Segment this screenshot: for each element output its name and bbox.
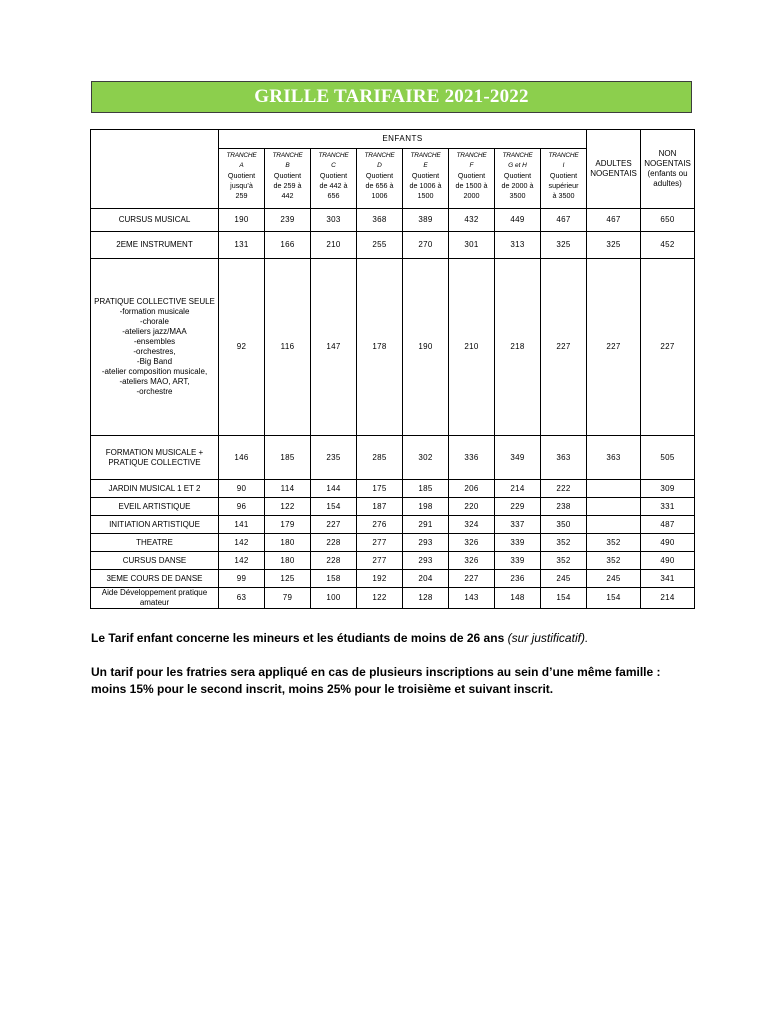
price-cell: 180: [265, 552, 311, 570]
row-label-line: INITIATION ARTISTIQUE: [109, 519, 200, 529]
price-cell: 192: [357, 570, 403, 588]
price-cell: 309: [641, 480, 695, 498]
tranche-quotient-line: Quotient: [503, 171, 532, 180]
tranche-header-d: [357, 149, 403, 209]
price-cell: 125: [265, 570, 311, 588]
table-row: [91, 552, 695, 570]
tranche-quotient-line: Quotient: [457, 171, 486, 180]
price-cell: 487: [641, 516, 695, 534]
price-cell: 325: [587, 232, 641, 259]
row-label-line: CURSUS MUSICAL: [118, 215, 191, 224]
price-cell: 293: [403, 552, 449, 570]
price-cell: 96: [219, 498, 265, 516]
price-cell: 467: [587, 209, 641, 232]
price-cell: 245: [541, 570, 587, 588]
price-cell: 220: [449, 498, 495, 516]
tranche-quotient-line: 1500: [417, 191, 434, 200]
table-row: [91, 259, 695, 436]
price-cell: 449: [495, 209, 541, 232]
tranche-quotient-line: Quotient: [549, 171, 578, 180]
tranche-name: TRANCHE: [502, 152, 533, 159]
non-nogentais-header-line: (enfants ou: [647, 169, 688, 178]
tranche-header-c: [311, 149, 357, 209]
tranche-quotient-line: 442: [281, 191, 294, 200]
row-label-line: amateur: [139, 598, 170, 607]
header-row-enfants: [91, 130, 695, 149]
non-nogentais-header-line: NOGENTAIS: [644, 159, 691, 168]
row-label: [91, 209, 219, 232]
price-cell: [587, 516, 641, 534]
table-row: [91, 516, 695, 534]
tranche-name: TRANCHE: [318, 152, 349, 159]
price-cell: 302: [403, 436, 449, 480]
price-cell: 210: [449, 259, 495, 436]
price-cell: [587, 480, 641, 498]
row-label-line: -orchestres,: [133, 347, 176, 356]
price-cell: 92: [219, 259, 265, 436]
price-cell: 303: [311, 209, 357, 232]
tranche-letter: I: [562, 162, 565, 169]
tranche-letter: A: [239, 162, 244, 169]
tranche-name: TRANCHE: [410, 152, 441, 159]
price-cell: 227: [541, 259, 587, 436]
price-cell: 341: [641, 570, 695, 588]
adultes-header-line: NOGENTAIS: [590, 169, 637, 178]
table-row: [91, 588, 695, 609]
price-cell: 122: [357, 588, 403, 609]
price-cell: 158: [311, 570, 357, 588]
row-label-line: EVEIL ARTISTIQUE: [118, 501, 191, 511]
row-label-line: -Big Band: [136, 357, 173, 366]
price-cell: 505: [641, 436, 695, 480]
tariff-table: [90, 129, 695, 609]
tranche-quotient-line: 2000: [463, 191, 480, 200]
non-nogentais-header-line: adultes): [653, 179, 682, 188]
tranche-quotient-line: 656: [327, 191, 340, 200]
price-cell: 148: [495, 588, 541, 609]
tranche-letter: G et H: [508, 162, 527, 169]
non-nogentais-header: [641, 130, 695, 209]
empty-corner-cell: [91, 130, 219, 209]
tranche-quotient-line: de 442 à: [319, 181, 348, 190]
tranche-header-f: [449, 149, 495, 209]
price-cell: 218: [495, 259, 541, 436]
price-cell: 326: [449, 552, 495, 570]
price-cell: 229: [495, 498, 541, 516]
row-label: [91, 480, 219, 498]
price-cell: 432: [449, 209, 495, 232]
price-cell: 339: [495, 552, 541, 570]
tranche-quotient-line: Quotient: [227, 171, 256, 180]
page-title: GRILLE TARIFAIRE 2021-2022: [254, 86, 529, 107]
row-label-line: -chorale: [140, 317, 169, 326]
enfants-header: ENFANTS: [219, 130, 587, 149]
price-cell: 245: [587, 570, 641, 588]
row-label-line: -ateliers MAO, ART,: [119, 377, 190, 386]
price-cell: 650: [641, 209, 695, 232]
price-cell: 90: [219, 480, 265, 498]
table-row: [91, 498, 695, 516]
price-cell: 255: [357, 232, 403, 259]
tranche-quotient-line: Quotient: [411, 171, 440, 180]
tranche-quotient-line: de 2000 à: [501, 181, 534, 190]
tranche-letter: C: [331, 162, 336, 169]
price-cell: 210: [311, 232, 357, 259]
price-cell: 214: [495, 480, 541, 498]
price-cell: 291: [403, 516, 449, 534]
row-label-line: -formation musicale: [119, 307, 190, 316]
tranche-quotient-line: Quotient: [319, 171, 348, 180]
row-label-line: 3EME COURS DE DANSE: [106, 573, 203, 583]
tranche-header-b: [265, 149, 311, 209]
price-cell: 293: [403, 534, 449, 552]
tranche-quotient-line: de 656 à: [365, 181, 394, 190]
price-cell: 467: [541, 209, 587, 232]
tranche-quotient-line: supérieur: [548, 181, 579, 190]
price-cell: 114: [265, 480, 311, 498]
price-cell: 325: [541, 232, 587, 259]
price-cell: 144: [311, 480, 357, 498]
price-cell: 198: [403, 498, 449, 516]
row-label: [91, 516, 219, 534]
tranche-name: TRANCHE: [226, 152, 257, 159]
tranche-quotient-line: de 259 à: [273, 181, 302, 190]
tranche-name: TRANCHE: [456, 152, 487, 159]
price-cell: 190: [403, 259, 449, 436]
table-row: [91, 209, 695, 232]
price-cell: 122: [265, 498, 311, 516]
price-cell: 389: [403, 209, 449, 232]
table-row: [91, 232, 695, 259]
price-cell: 270: [403, 232, 449, 259]
row-label-line: PRATIQUE COLLECTIVE: [108, 457, 201, 467]
tranche-quotient-line: de 1006 à: [409, 181, 442, 190]
price-cell: 180: [265, 534, 311, 552]
price-cell: 490: [641, 534, 695, 552]
price-cell: 190: [219, 209, 265, 232]
row-label-line: CURSUS DANSE: [122, 555, 187, 565]
price-cell: 204: [403, 570, 449, 588]
price-cell: 206: [449, 480, 495, 498]
price-cell: 178: [357, 259, 403, 436]
price-cell: 142: [219, 552, 265, 570]
price-cell: 363: [541, 436, 587, 480]
price-cell: 175: [357, 480, 403, 498]
price-cell: 179: [265, 516, 311, 534]
row-label-line: 2EME INSTRUMENT: [116, 240, 193, 249]
non-nogentais-header-line: NON: [658, 149, 677, 158]
tranche-header-e: [403, 149, 449, 209]
tranche-letter: E: [423, 162, 428, 169]
price-cell: 228: [311, 552, 357, 570]
price-cell: 128: [403, 588, 449, 609]
price-cell: 185: [403, 480, 449, 498]
table-row: [91, 480, 695, 498]
price-cell: 301: [449, 232, 495, 259]
row-label-line: -ensembles: [133, 337, 176, 346]
price-cell: 490: [641, 552, 695, 570]
tranche-quotient-line: de 1500 à: [455, 181, 488, 190]
note-reductions: moins 15% pour le second inscrit, moins 25% pour le troisième et suivant inscrit.: [91, 682, 554, 696]
row-label: [91, 498, 219, 516]
price-cell: 227: [641, 259, 695, 436]
row-label: [91, 259, 219, 436]
row-label: [91, 552, 219, 570]
tranche-header-i: [541, 149, 587, 209]
tranche-name: TRANCHE: [272, 152, 303, 159]
price-cell: 236: [495, 570, 541, 588]
price-cell: 324: [449, 516, 495, 534]
table-row: [91, 436, 695, 480]
price-cell: 185: [265, 436, 311, 480]
price-cell: 285: [357, 436, 403, 480]
price-cell: 239: [265, 209, 311, 232]
price-cell: 116: [265, 259, 311, 436]
price-cell: 214: [641, 588, 695, 609]
price-cell: 227: [587, 259, 641, 436]
price-cell: 154: [587, 588, 641, 609]
row-label-line: Aide Développement pratique: [101, 588, 208, 597]
row-label-line: THEATRE: [136, 537, 173, 547]
price-cell: 363: [587, 436, 641, 480]
price-cell: 143: [449, 588, 495, 609]
tranche-quotient-line: Quotient: [273, 171, 302, 180]
row-label: [91, 436, 219, 480]
tranche-name: TRANCHE: [548, 152, 579, 159]
row-label-line: -ateliers jazz/MAA: [122, 327, 187, 336]
price-cell: 238: [541, 498, 587, 516]
tranche-name: TRANCHE: [364, 152, 395, 159]
price-cell: 147: [311, 259, 357, 436]
note-tarif-enfant-text: Le Tarif enfant concerne les mineurs et les étudiants de moins de 26 ans: [91, 631, 505, 645]
price-cell: 79: [265, 588, 311, 609]
row-label: [91, 570, 219, 588]
adultes-nogentais-header: [587, 130, 641, 209]
tranche-quotient-line: à 3500: [552, 191, 575, 200]
price-cell: 166: [265, 232, 311, 259]
price-cell: 142: [219, 534, 265, 552]
row-label: [91, 588, 219, 609]
row-label-line: -orchestre: [136, 387, 173, 396]
note-tarif-enfant: [91, 630, 588, 647]
price-cell: 222: [541, 480, 587, 498]
tranche-quotient-line: 3500: [509, 191, 526, 200]
price-cell: 339: [495, 534, 541, 552]
price-cell: 131: [219, 232, 265, 259]
price-cell: 99: [219, 570, 265, 588]
price-cell: 368: [357, 209, 403, 232]
price-cell: 63: [219, 588, 265, 609]
price-cell: 352: [541, 552, 587, 570]
price-cell: 350: [541, 516, 587, 534]
price-cell: 276: [357, 516, 403, 534]
note-fratries: Un tarif pour les fratries sera appliqué en cas de plusieurs inscriptions au sein d’une même famille :: [91, 665, 661, 679]
price-cell: 100: [311, 588, 357, 609]
price-cell: 277: [357, 534, 403, 552]
price-cell: 235: [311, 436, 357, 480]
price-cell: 154: [311, 498, 357, 516]
row-label-line: JARDIN MUSICAL 1 ET 2: [108, 483, 201, 493]
tranche-letter: D: [377, 162, 382, 169]
price-cell: 227: [449, 570, 495, 588]
table-row: [91, 534, 695, 552]
title-banner: [91, 81, 692, 113]
price-cell: 336: [449, 436, 495, 480]
price-cell: 352: [587, 552, 641, 570]
tranche-header-g-et-h: [495, 149, 541, 209]
row-label-line: -atelier composition musicale,: [101, 367, 208, 376]
row-label-line: FORMATION MUSICALE +: [105, 447, 204, 457]
tranche-letter: B: [285, 162, 290, 169]
tranche-quotient-line: 1006: [371, 191, 388, 200]
row-label: [91, 534, 219, 552]
adultes-header-line: ADULTES: [595, 159, 632, 168]
row-label: [91, 232, 219, 259]
price-cell: 227: [311, 516, 357, 534]
note-justificatif: (sur justificatif).: [507, 631, 589, 645]
table-body: [91, 209, 695, 609]
price-cell: 352: [541, 534, 587, 552]
price-cell: 146: [219, 436, 265, 480]
price-cell: 277: [357, 552, 403, 570]
tranche-header-a: [219, 149, 265, 209]
tranche-quotient-line: 259: [235, 191, 248, 200]
price-cell: 187: [357, 498, 403, 516]
price-cell: 154: [541, 588, 587, 609]
price-cell: 313: [495, 232, 541, 259]
tranche-letter: F: [469, 162, 474, 169]
row-label-line: PRATIQUE COLLECTIVE SEULE: [94, 297, 215, 306]
price-cell: 452: [641, 232, 695, 259]
price-cell: 331: [641, 498, 695, 516]
table-row: [91, 570, 695, 588]
price-cell: 326: [449, 534, 495, 552]
price-cell: 352: [587, 534, 641, 552]
tranche-quotient-line: Quotient: [365, 171, 394, 180]
tranche-quotient-line: jusqu’à: [230, 181, 253, 190]
price-cell: [587, 498, 641, 516]
price-cell: 349: [495, 436, 541, 480]
price-cell: 337: [495, 516, 541, 534]
price-cell: 141: [219, 516, 265, 534]
price-cell: 228: [311, 534, 357, 552]
